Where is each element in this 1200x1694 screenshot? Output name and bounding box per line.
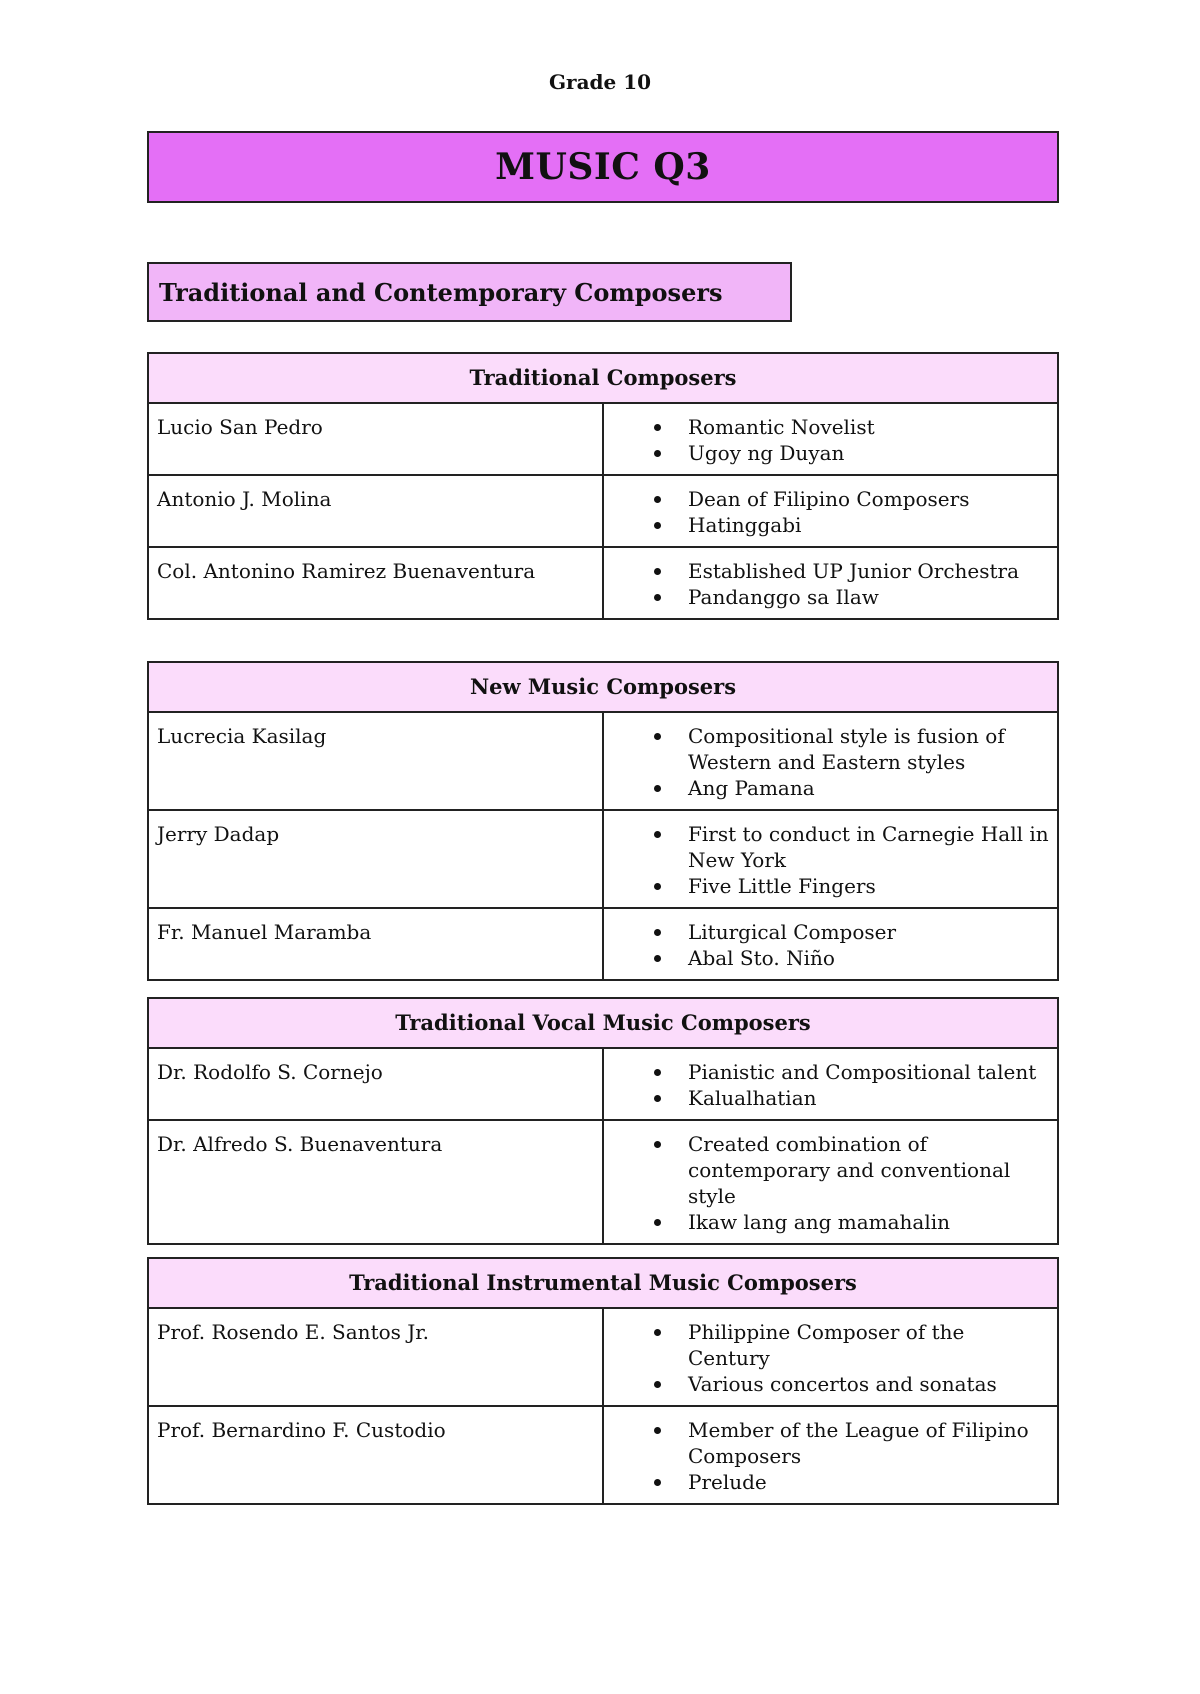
- composer-name: Dr. Alfredo S. Buenaventura: [148, 1120, 603, 1244]
- composer-facts: [603, 908, 1058, 980]
- table-heading: Traditional Instrumental Music Composers: [148, 1258, 1058, 1308]
- table-row: [148, 1120, 1058, 1244]
- list-item: Member of the League of Filipino Composers: [688, 1417, 1049, 1469]
- list-item: Romantic Novelist: [688, 414, 1049, 440]
- table-row: [148, 712, 1058, 810]
- list-item: Established UP Junior Orchestra: [688, 558, 1049, 584]
- list-item: Kalualhatian: [688, 1085, 1049, 1111]
- composer-facts: [603, 1120, 1058, 1244]
- composers-table-vocal: [147, 997, 1059, 1245]
- composers-table-new-music: [147, 661, 1059, 981]
- composer-name: Prof. Rosendo E. Santos Jr.: [148, 1308, 603, 1406]
- composer-name: Col. Antonino Ramirez Buenaventura: [148, 547, 603, 619]
- composer-name: Prof. Bernardino F. Custodio: [148, 1406, 603, 1504]
- table-heading: New Music Composers: [148, 662, 1058, 712]
- section-title-box: [147, 262, 792, 322]
- list-item: Compositional style is fusion of Western and Eastern styles: [688, 723, 1049, 775]
- list-item: Dean of Filipino Composers: [688, 486, 1049, 512]
- list-item: Ang Pamana: [688, 775, 1049, 801]
- table-heading: Traditional Vocal Music Composers: [148, 998, 1058, 1048]
- composer-name: Antonio J. Molina: [148, 475, 603, 547]
- composer-name: Lucio San Pedro: [148, 403, 603, 475]
- table-row: [148, 810, 1058, 908]
- list-item: Philippine Composer of the Century: [688, 1319, 1049, 1371]
- list-item: Pandanggo sa Ilaw: [688, 584, 1049, 610]
- composer-facts: [603, 547, 1058, 619]
- composer-facts: [603, 475, 1058, 547]
- composer-facts: [603, 403, 1058, 475]
- composer-facts: [603, 810, 1058, 908]
- title-banner: [147, 131, 1059, 203]
- composer-facts: [603, 1048, 1058, 1120]
- composer-name: Jerry Dadap: [148, 810, 603, 908]
- section-title: Traditional and Contemporary Composers: [159, 277, 723, 307]
- table-row: [148, 475, 1058, 547]
- list-item: Hatinggabi: [688, 512, 1049, 538]
- composer-facts: [603, 712, 1058, 810]
- table-row: [148, 908, 1058, 980]
- page-title: MUSIC Q3: [495, 146, 711, 188]
- list-item: Five Little Fingers: [688, 873, 1049, 899]
- table-row: [148, 403, 1058, 475]
- table-row: [148, 1308, 1058, 1406]
- list-item: Created combination of contemporary and conventional style: [688, 1131, 1049, 1209]
- composer-facts: [603, 1406, 1058, 1504]
- list-item: Prelude: [688, 1469, 1049, 1495]
- composers-table-instrumental: [147, 1257, 1059, 1505]
- list-item: Abal Sto. Niño: [688, 945, 1049, 971]
- composer-name: Fr. Manuel Maramba: [148, 908, 603, 980]
- list-item: Pianistic and Compositional talent: [688, 1059, 1049, 1085]
- composer-name: Lucrecia Kasilag: [148, 712, 603, 810]
- page-header: Grade 10: [548, 70, 652, 94]
- table-row: [148, 1406, 1058, 1504]
- list-item: First to conduct in Carnegie Hall in New York: [688, 822, 1049, 872]
- list-item: Ikaw lang ang mamahalin: [688, 1209, 1049, 1235]
- table-heading: Traditional Composers: [148, 353, 1058, 403]
- composer-facts: [603, 1308, 1058, 1406]
- list-item: Ugoy ng Duyan: [688, 440, 1049, 466]
- composers-table-traditional: [147, 352, 1059, 620]
- list-item: Liturgical Composer: [688, 919, 1049, 945]
- table-row: [148, 547, 1058, 619]
- list-item: Various concertos and sonatas: [688, 1371, 1049, 1397]
- table-row: [148, 1048, 1058, 1120]
- composer-name: Dr. Rodolfo S. Cornejo: [148, 1048, 603, 1120]
